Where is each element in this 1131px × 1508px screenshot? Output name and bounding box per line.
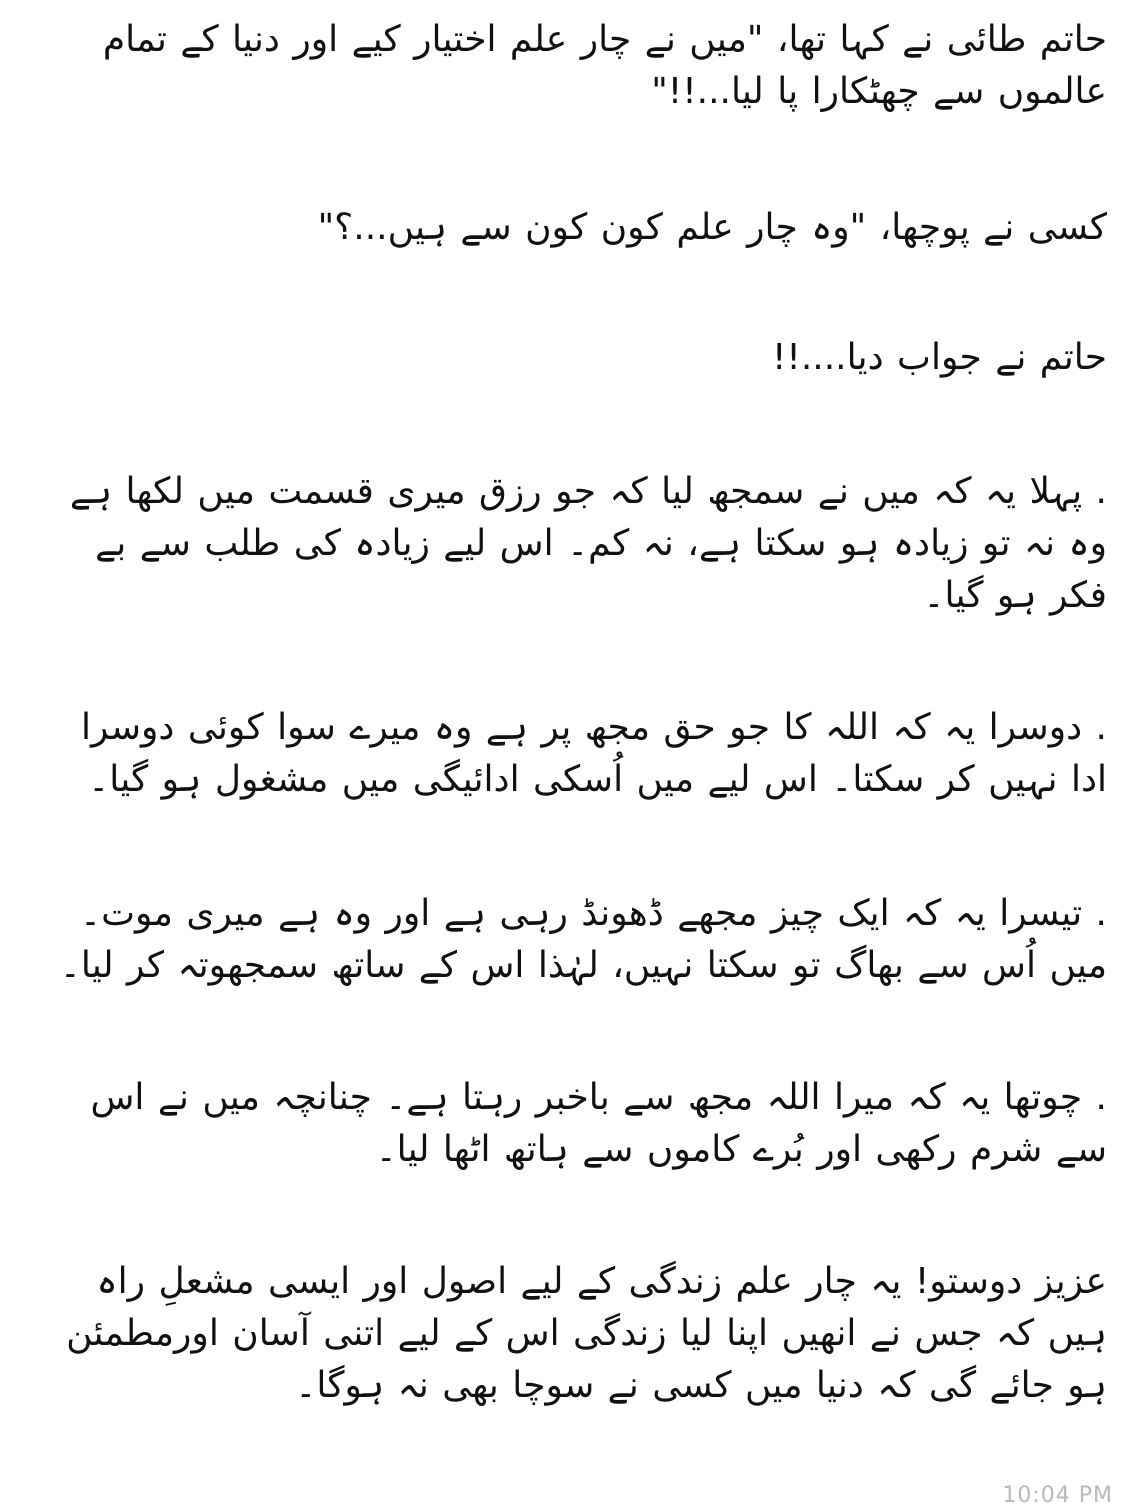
paragraph-conclusion: عزیز دوستو! یہ چار علم زندگی کے لیے اصول اور ایسی مشعلِ راہ ہیں کہ جس نے انھیں اپنا لیا زندگی اس کے لیے اتنی آسان اورمطمئن ہو جائے گی کہ دنیا میں کسی نے سوچا بھی نہ ہوگا۔ (66, 1261, 1107, 1406)
paragraph-point-second: . دوسرا یہ کہ اللہ کا جو حق مجھ پر ہے وہ میرے سوا کوئی دوسرا ادا نہیں کر سکتا۔ اس لیے میں اُسکی ادائیگی میں مشغول ہو گیا۔ (81, 707, 1107, 800)
message-body[interactable] (28, 14, 1107, 1412)
paragraph-point-fourth: . چوتھا یہ کہ میرا اللہ مجھ سے باخبر رہتا ہے۔ چنانچہ میں نے اس سے شرم رکھی اور بُرے کاموں سے ہاتھ اٹھا لیا۔ (90, 1077, 1107, 1170)
message-timestamp: 10:04 PM (1002, 1483, 1113, 1508)
paragraph-intro: حاتم طائی نے کہا تھا، "میں نے چار علم اختیار کیے اور دنیا کے تمام عالموں سے چھٹکارا پا لیا...!!" (102, 19, 1107, 112)
paragraph-answer-lead: حاتم نے جواب دیا....!! (771, 337, 1107, 378)
paragraph-point-first: . پہلا یہ کہ میں نے سمجھ لیا کہ جو رزق میری قسمت میں لکھا ہے وہ نہ تو زیادہ ہو سکتا ہے، نہ کم۔ اس لیے زیادہ کی طلب سے بے فکر ہو گیا۔ (69, 471, 1107, 616)
paragraph-point-third: . تیسرا یہ کہ ایک چیز مجھے ڈھونڈ رہی ہے اور وہ ہے میری موت۔ میں اُس سے بھاگ تو سکتا نہیں، لہٰذا اس کے ساتھ سمجھوتہ کر لیا۔ (59, 893, 1107, 986)
paragraph-question: کسی نے پوچھا، "وہ چار علم کون کون سے ہیں...؟" (317, 207, 1107, 248)
